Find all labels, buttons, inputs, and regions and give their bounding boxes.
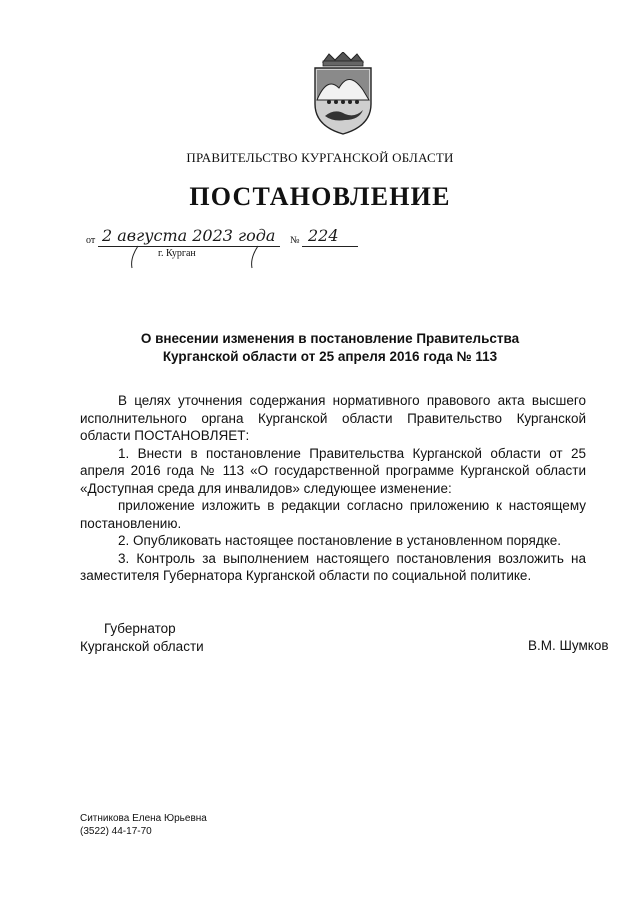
document-type-title: ПОСТАНОВЛЕНИЕ <box>189 182 451 211</box>
handwritten-date: 2 августа 2023 года <box>102 226 276 245</box>
executor-contact <box>80 812 207 838</box>
signatory-position <box>80 620 204 656</box>
body-paragraph: 1. Внести в постановление Правительства Курганской области от 25 апреля 2016 года № 113 «О государственной программе Курганской области «Доступная среда для инвалидов» следующее изменение: <box>80 445 586 496</box>
body-paragraph: В целях уточнения содержания нормативного правового акта высшего исполнительного органа Курганской области Правительство Курганской области ПОСТАНОВЛЯЕТ: <box>80 393 586 443</box>
executor-phone: (3522) 44-17-70 <box>80 826 152 837</box>
signatory-role-line-1: Губернатор <box>104 621 176 636</box>
handwritten-number: 224 <box>308 226 339 245</box>
kurgan-coat-of-arms-icon <box>309 52 377 136</box>
handwriting-stroke-icon <box>124 244 144 270</box>
city-label: г. Курган <box>158 248 196 259</box>
body-paragraph: 3. Контроль за выполнением настоящего постановления возложить на заместителя Губернатора Курганской области по социальной политике. <box>80 550 586 583</box>
date-prefix: от <box>86 235 96 246</box>
body-paragraph: приложение изложить в редакции согласно приложению к настоящему постановлению. <box>80 498 586 531</box>
handwriting-stroke-icon <box>246 244 266 270</box>
signatory-role-line-2: Курганской области <box>80 639 204 654</box>
body-paragraph: 2. Опубликовать настоящее постановление в установленном порядке. <box>118 533 562 548</box>
signatory-name: В.М. Шумков <box>528 638 609 653</box>
subject-line-2: Курганской области от 25 апреля 2016 года № 113 <box>162 349 498 364</box>
number-prefix: № <box>290 235 300 246</box>
government-name: ПРАВИТЕЛЬСТВО КУРГАНСКОЙ ОБЛАСТИ <box>186 150 454 165</box>
executor-name: Ситникова Елена Юрьевна <box>80 813 207 824</box>
number-underline <box>302 246 358 247</box>
document-body <box>80 392 586 585</box>
subject-line-1: О внесении изменения в постановление Правительства <box>140 331 520 346</box>
date-number-line <box>86 226 376 272</box>
document-subject <box>80 330 580 366</box>
